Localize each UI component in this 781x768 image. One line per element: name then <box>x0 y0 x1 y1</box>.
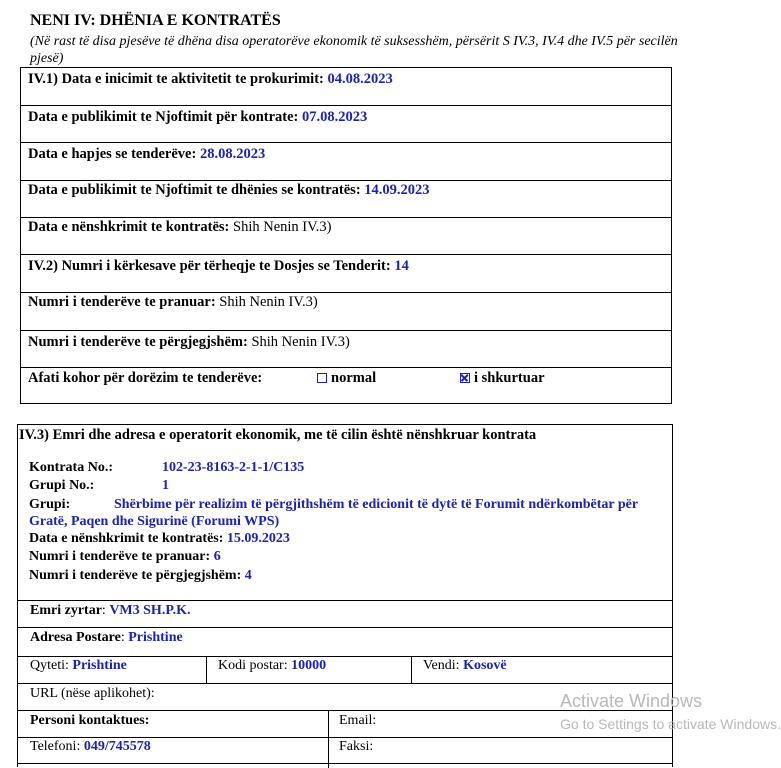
row-label: IV.2) Numri i kërkesave për tërheqje te Dosjes se Tenderit: <box>28 258 391 274</box>
divider <box>18 600 672 601</box>
signing-date: Shih Nenin IV.3) <box>233 219 332 235</box>
postal-address: Prishtine <box>128 630 183 645</box>
url-label: URL (nëse aplikohet): <box>30 686 155 701</box>
checkbox-checked-icon[interactable] <box>460 373 470 383</box>
contact-person-label: Personi kontaktues: <box>30 713 150 728</box>
row-label: Data e hapjes se tenderëve: <box>28 146 197 162</box>
country-line: Vendi: Kosovë <box>423 658 507 673</box>
instruction-note: (Në rast të disa pjesëve të dhëna disa operatorëve ekonomik të suksesshëm, përsërit S IV.3, IV.4 dhe IV.5 për secilën pjesë) <box>30 34 678 66</box>
group-description-line2: Gratë, Paqen dhe Sigurinë (Forumi WPS) <box>29 514 280 529</box>
opening-date: 28.08.2023 <box>199 146 266 162</box>
group-no: 1 <box>162 478 169 493</box>
signed-date: 15.09.2023 <box>226 531 290 546</box>
divider <box>18 737 672 738</box>
city: Prishtine <box>72 658 127 673</box>
checkbox-unchecked-icon[interactable] <box>317 373 327 383</box>
city-line: Qyteti: Prishtine <box>30 658 127 673</box>
row-label: IV.1) Data e inicimit te aktivitetit te prokurimit: <box>28 71 324 87</box>
section-iv3-header: IV.3) Emri dhe adresa e operatorit ekonomik, me të cilin është nënshkruar kontrata <box>19 427 537 443</box>
procurement-dates-table <box>20 67 672 404</box>
row-responsive-tenders <box>21 331 671 368</box>
signed-date-line: Data e nënshkrimit te kontratës: 15.09.2023 <box>29 531 290 546</box>
group-description-line1: Shërbime për realizim të përgjithshëm të edicionit të dytë të Forumit ndërkombëtar për <box>114 497 639 512</box>
responsive-tenders-count: 4 <box>244 568 252 583</box>
responsive-tenders-line: Numri i tenderëve te përgjegjshëm: 4 <box>29 568 252 583</box>
divider <box>18 656 672 657</box>
divider <box>18 683 672 684</box>
postal-address-line: Adresa Postare: Prishtine <box>30 630 183 645</box>
email-label: Email: <box>339 713 377 728</box>
accepted-tenders: Shih Nenin IV.3) <box>219 294 318 310</box>
contract-no-label: Kontrata No.: <box>29 460 113 475</box>
country: Kosovë <box>463 658 507 673</box>
row-notice-publication-date <box>21 106 671 143</box>
phone-line: Telefoni: 049/745578 <box>30 739 151 754</box>
row-opening-date <box>21 143 671 181</box>
row-initiation-date <box>21 68 671 106</box>
accepted-tenders-line: Numri i tenderëve te pranuar: 6 <box>29 549 221 564</box>
row-signing-date <box>21 218 671 255</box>
row-accepted-tenders <box>21 293 671 331</box>
accepted-tenders-count: 6 <box>213 549 221 564</box>
phone: 049/745578 <box>83 739 151 754</box>
row-withdrawal-requests <box>21 255 671 293</box>
activation-watermark-title: Activate Windows <box>560 691 703 711</box>
responsive-tenders: Shih Nenin IV.3) <box>251 334 350 350</box>
notice-publication-date: 07.08.2023 <box>302 109 368 125</box>
divider <box>18 627 672 628</box>
row-label: Numri i tenderëve te pranuar: <box>28 294 216 310</box>
activation-watermark-subtitle: Go to Settings to activate Windows. <box>560 716 781 732</box>
postal-code: 10000 <box>291 658 327 673</box>
contract-no: 102-23-8163-2-1-1/C135 <box>162 460 305 475</box>
postal-code-line: Kodi postar: 10000 <box>218 658 327 673</box>
group-label: Grupi: <box>29 497 71 512</box>
divider <box>18 763 672 764</box>
divider <box>206 656 207 683</box>
fax-label: Faksi: <box>339 739 374 754</box>
official-name: VM3 SH.P.K. <box>109 603 191 618</box>
divider <box>411 656 412 683</box>
deadline-label: Afati kohor për dorëzim te tenderëve: <box>28 370 263 386</box>
row-label: Data e nënshkrimit te kontratës: <box>28 219 230 235</box>
award-notice-date: 14.09.2023 <box>364 182 430 198</box>
divider <box>328 710 329 768</box>
row-label: Data e publikimit te Njoftimit te dhënies se kontratës: <box>28 182 361 198</box>
deadline-option-normal[interactable]: normal <box>317 370 376 387</box>
row-award-notice-date <box>21 181 671 218</box>
section-title: NENI IV: DHËNIA E KONTRATËS <box>30 12 281 29</box>
withdrawal-requests-count: 14 <box>394 258 409 274</box>
initiation-date: 04.08.2023 <box>327 71 393 87</box>
group-no-label: Grupi No.: <box>29 478 95 493</box>
row-label: Numri i tenderëve te përgjegjshëm: <box>28 334 248 350</box>
official-name-line: Emri zyrtar: VM3 SH.P.K. <box>30 603 191 618</box>
deadline-option-short[interactable]: i shkurtuar <box>460 370 545 387</box>
row-label: Data e publikimit te Njoftimit për kontrate: <box>28 109 299 125</box>
